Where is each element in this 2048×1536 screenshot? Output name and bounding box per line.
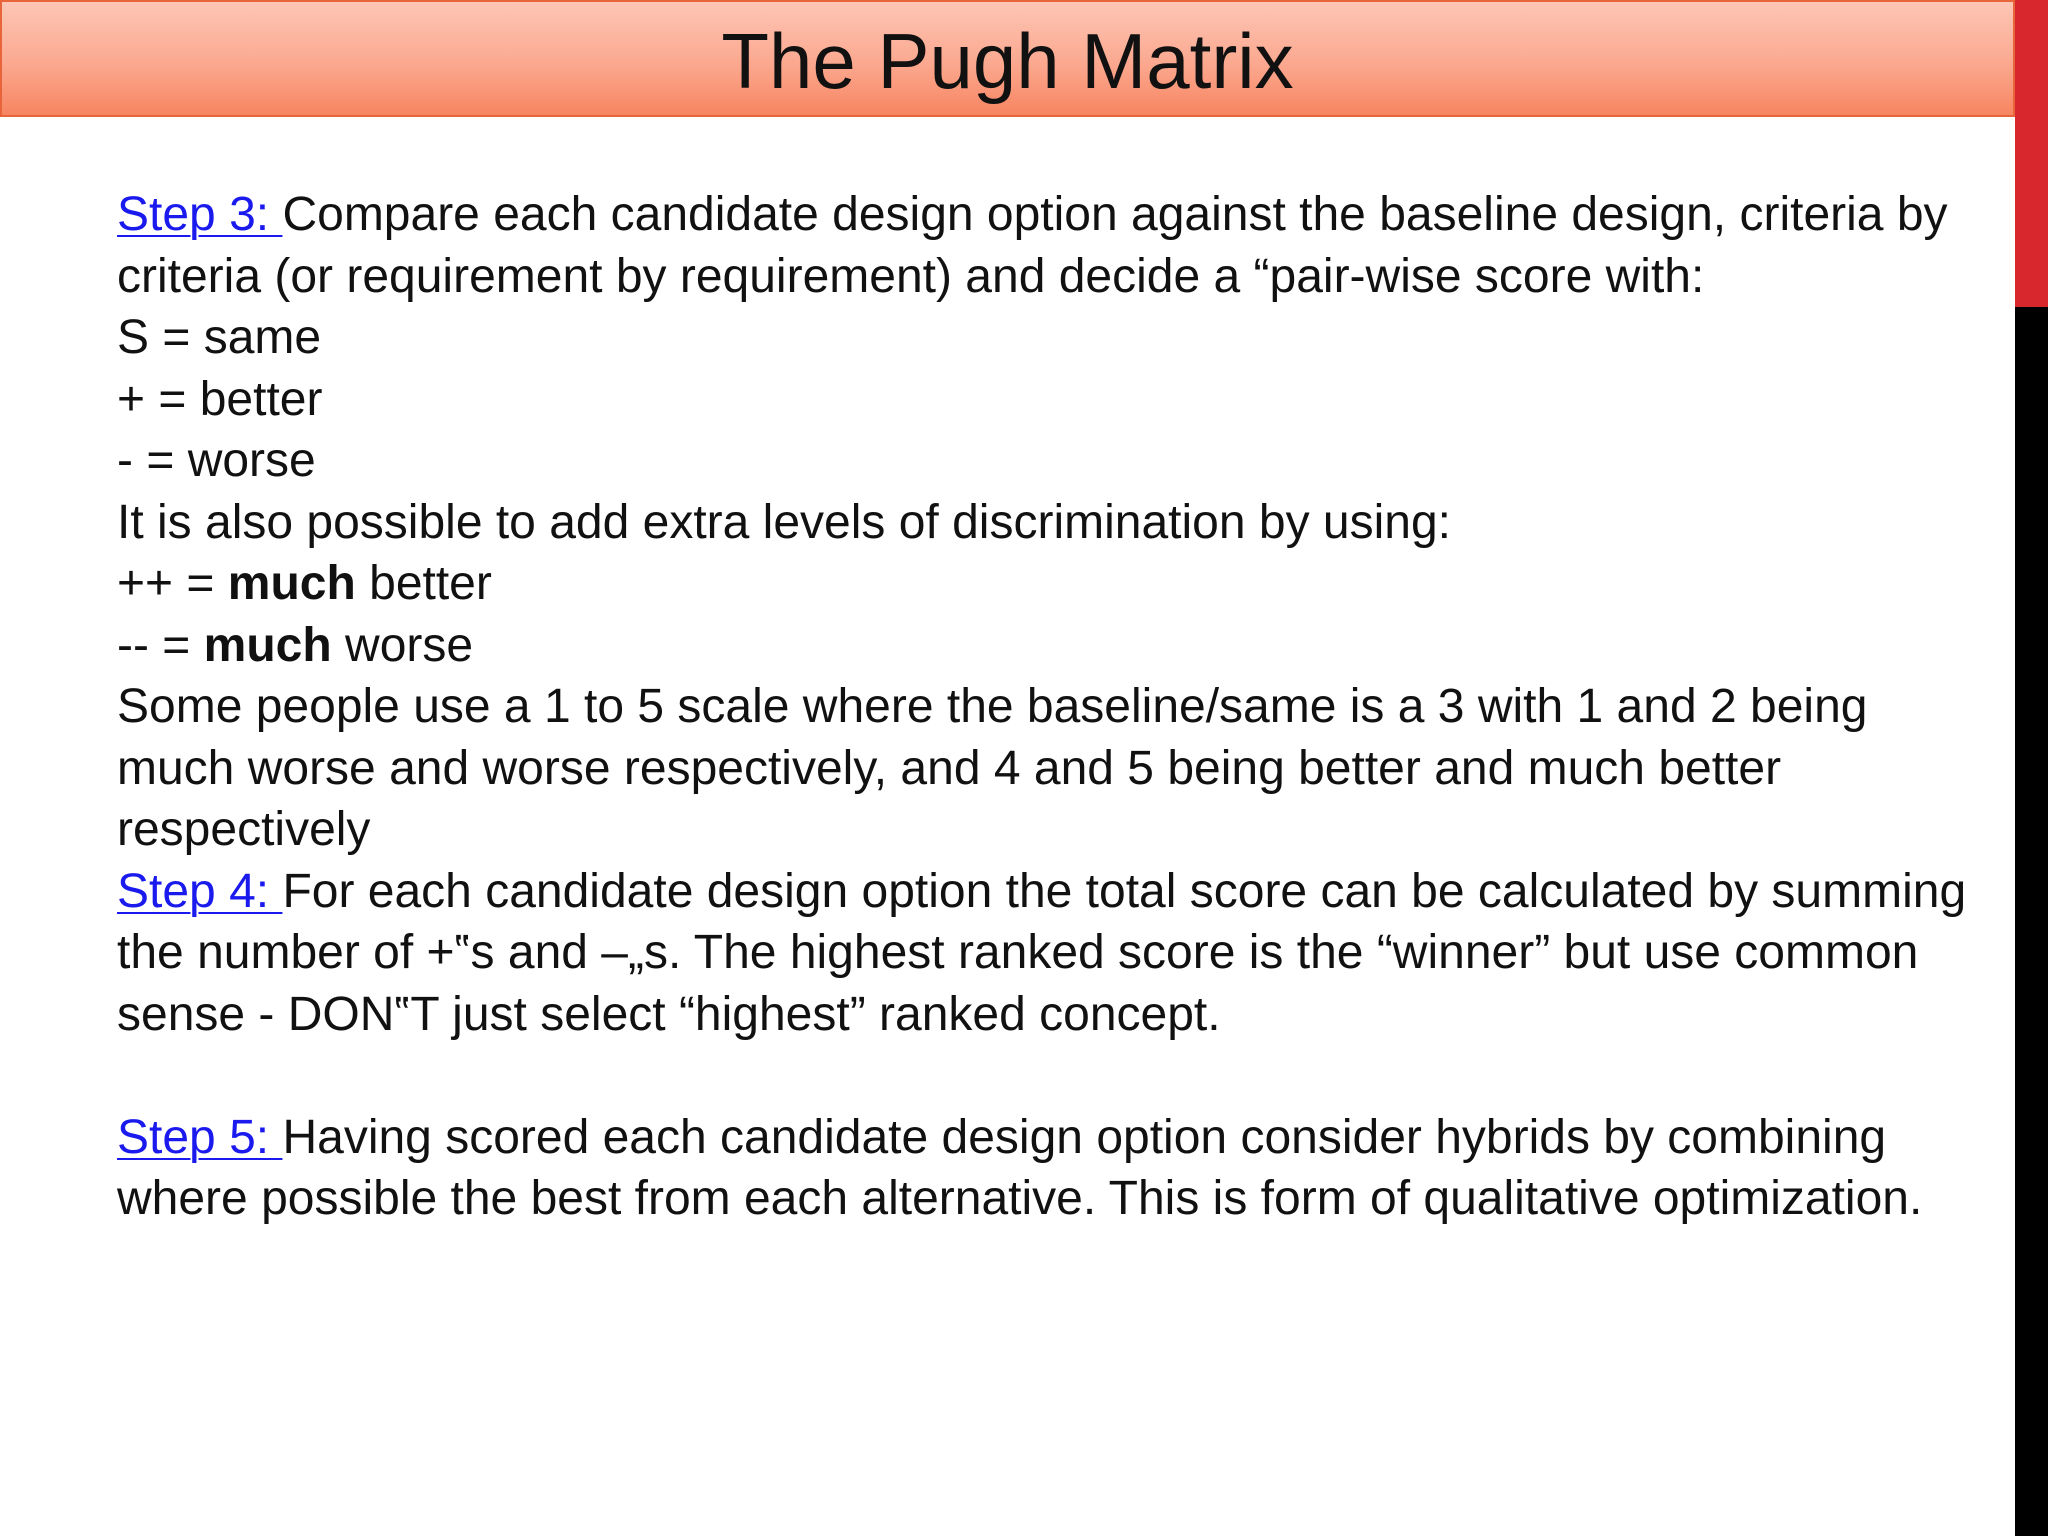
title-banner	[0, 0, 2015, 117]
much-better-prefix: ++ =	[117, 557, 228, 610]
slide-title: The Pugh Matrix	[721, 16, 1294, 105]
much-worse-suffix: worse	[331, 618, 474, 672]
much-better-emphasis: much	[227, 557, 356, 610]
step-3-text: Compare each candidate design option against the baseline design, criteria by criteria (or requirement by requirement) and decide a “pair-wise score with:	[117, 188, 1948, 303]
side-accent-bar-black	[2015, 307, 2048, 1536]
score-better: + = better	[117, 372, 323, 426]
side-accent-bar-red	[2015, 0, 2048, 307]
extra-levels-intro: It is also possible to add extra levels of discrimination by using:	[117, 495, 1451, 549]
step-5-paragraph	[117, 1107, 1997, 1230]
step-4-link[interactable]: Step 4:	[117, 864, 283, 918]
score-same: S = same	[117, 311, 322, 364]
scale-note: Some people use a 1 to 5 scale where the baseline/same is a 3 with 1 and 2 being much worse and worse respectively, and 4 and 5 being better and much better respectively	[117, 680, 1868, 856]
step-5-link[interactable]: Step 5:	[117, 1110, 283, 1164]
step-4-text: For each candidate design option the total score can be calculated by summing the number of +‟s and –„s. The highest ranked score is the “winner” but use common sense - DON‟T just select “highest” ranked concept.	[117, 864, 1967, 1041]
score-much-worse	[117, 615, 1997, 677]
score-much-better	[117, 553, 1997, 615]
slide-body	[117, 184, 1997, 1230]
step-3-link[interactable]: Step 3:	[117, 188, 283, 241]
score-worse: - = worse	[117, 434, 316, 487]
step-5-text: Having scored each candidate design option consider hybrids by combining where possible the best from each alternative. This is form of qualitative optimization.	[117, 1110, 1923, 1225]
step-3-paragraph	[117, 184, 1997, 307]
much-better-suffix: better	[355, 557, 492, 610]
paragraph-spacer	[117, 1045, 1997, 1107]
much-worse-prefix: -- =	[117, 618, 204, 672]
much-worse-emphasis: much	[203, 618, 332, 672]
step-4-paragraph	[117, 861, 1997, 1046]
